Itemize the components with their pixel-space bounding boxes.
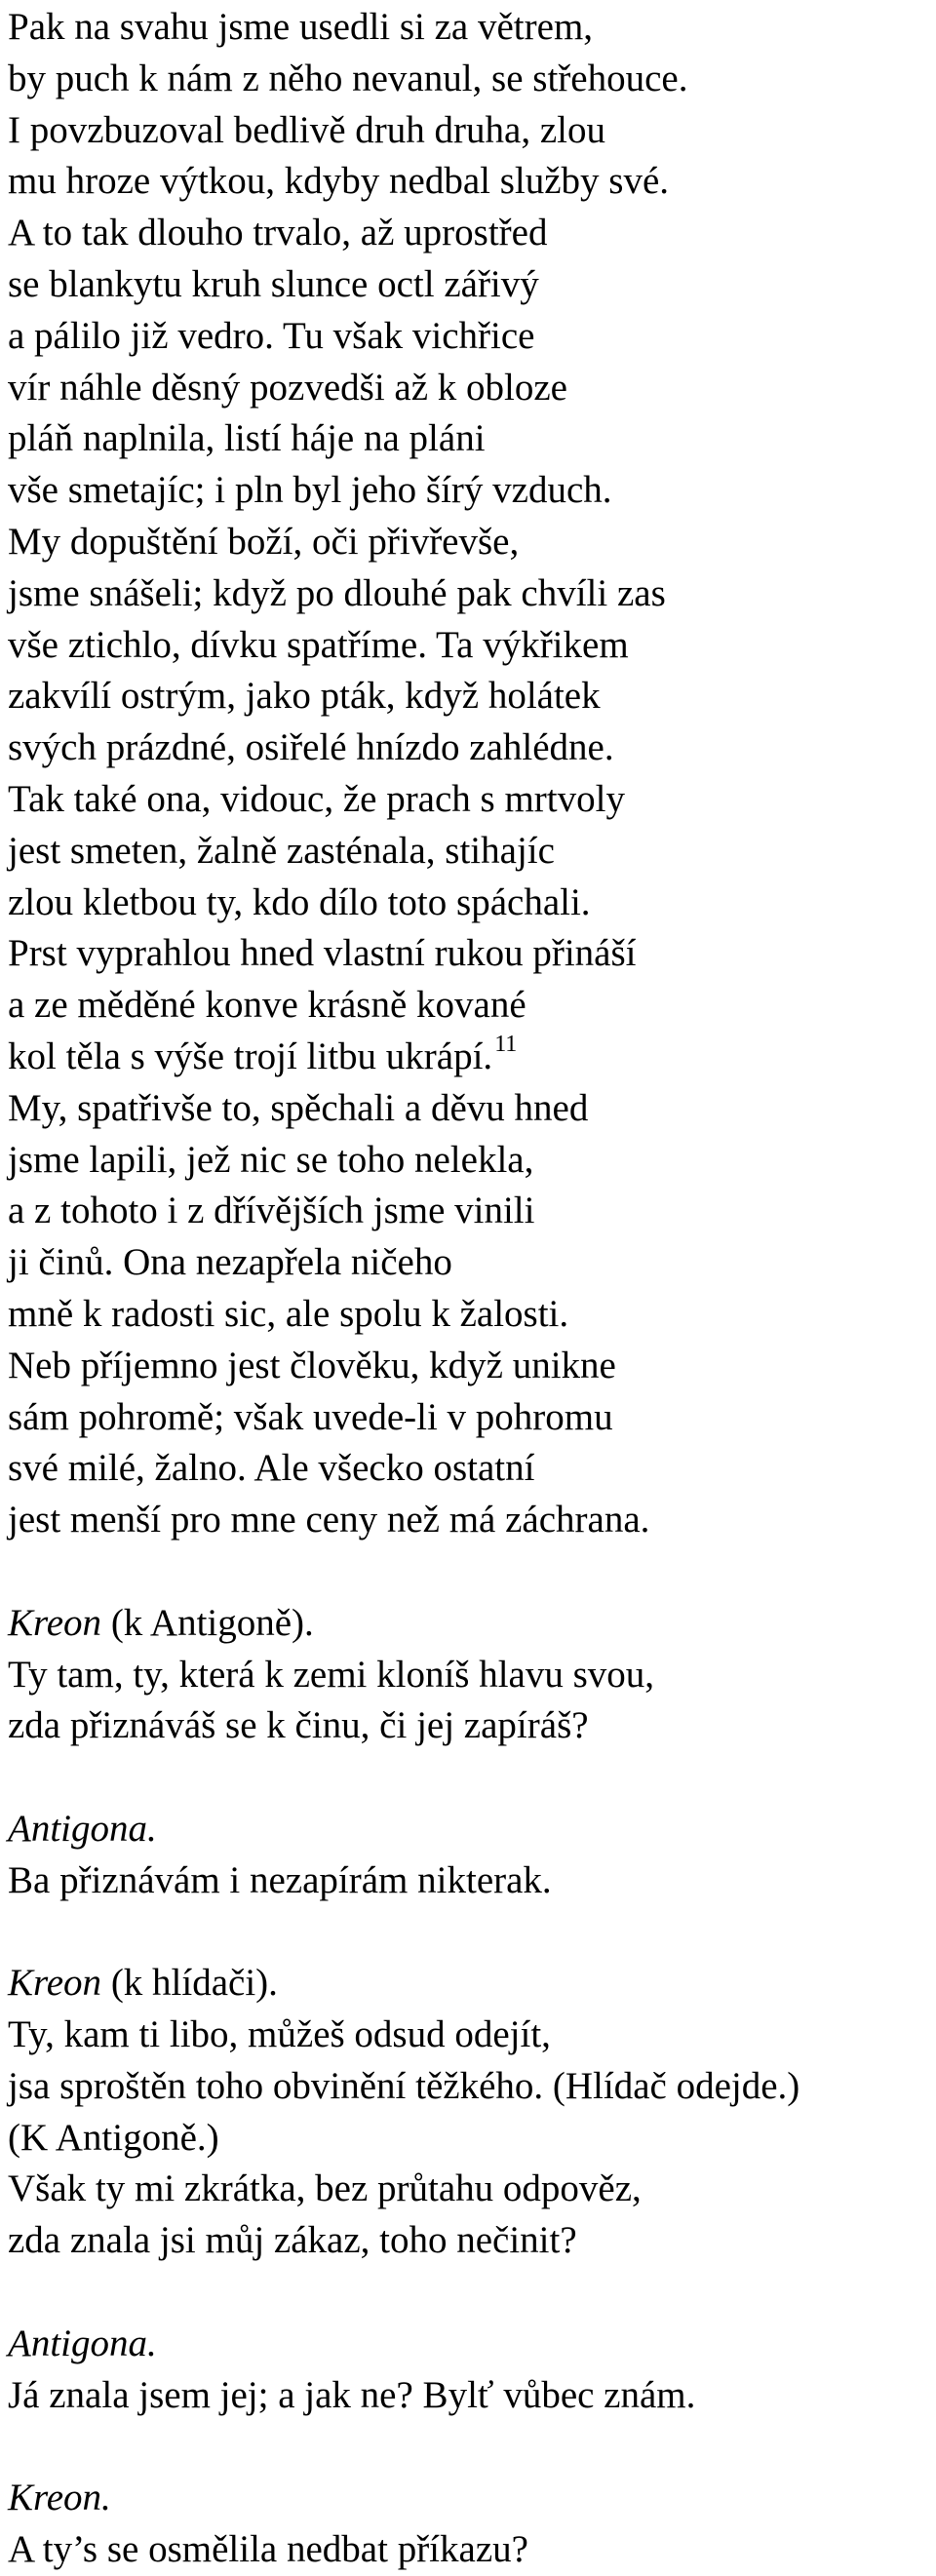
- document-page: [8, 2, 924, 2576]
- speaker-name: Kreon.: [8, 2477, 111, 2519]
- verse-line: a pálilo již vedro. Tu však vichřice: [8, 314, 535, 357]
- verse-line: se blankytu kruh slunce octl zářivý: [8, 262, 539, 305]
- footnote-marker[interactable]: 11: [494, 1031, 518, 1057]
- verse-block-1: [8, 2, 924, 1083]
- verse-line: ji činů. Ona nezapřela ničeho: [8, 1241, 452, 1284]
- dialogue-line: Ty tam, ty, která k zemi kloníš hlavu svou,: [8, 1653, 655, 1696]
- speaker-name: Antigona.: [8, 1807, 157, 1850]
- speaker-line: [8, 1958, 924, 2010]
- verse-line: jest menší pro mne ceny než má záchrana.: [8, 1499, 650, 1542]
- stanza-gap: [8, 1752, 924, 1804]
- verse-line-with-footnote: [8, 1032, 924, 1083]
- speaker-line: [8, 2473, 924, 2524]
- speaker-name: Kreon: [8, 1962, 102, 2005]
- stanza-gap: [8, 2421, 924, 2473]
- speaker-line: [8, 2319, 924, 2370]
- stage-direction: (k Antigoně).: [101, 1601, 314, 1644]
- verse-block-2: [8, 1083, 924, 1546]
- verse-line: a z tohoto i z dřívějších jsme vinili: [8, 1190, 535, 1232]
- dialogue-antigona-1: [8, 1804, 924, 1907]
- dialogue-kreon-2: [8, 1958, 924, 2267]
- verse-line: vše ztichlo, dívku spatříme. Ta výkřikem: [8, 623, 629, 666]
- verse-line: svých prázdné, osiřelé hnízdo zahlédne.: [8, 726, 614, 769]
- verse-line: mně k radosti sic, ale spolu k žalosti.: [8, 1292, 569, 1335]
- stanza-gap: [8, 1546, 924, 1598]
- dialogue-line: A ty’s se osmělila nedbat příkazu?: [8, 2528, 528, 2571]
- dialogue-line: jsa sproštěn toho obvinění těžkého. (Hlídač odejde.): [8, 2064, 800, 2107]
- dialogue-line: Ba přiznávám i nezapírám nikterak.: [8, 1858, 552, 1901]
- verse-line: pláň naplnila, listí háje na pláni: [8, 417, 486, 460]
- verse-line: jest smeten, žalně zasténala, stihajíc: [8, 829, 555, 872]
- verse-line: jsme lapili, jež nic se toho nelekla,: [8, 1138, 534, 1181]
- verse-line: zlou kletbou ty, kdo dílo toto spáchali.: [8, 880, 591, 923]
- verse-line: své milé, žalno. Ale všecko ostatní: [8, 1447, 535, 1490]
- verse-line: vše smetajíc; i pln byl jeho šírý vzduch.: [8, 469, 612, 512]
- dialogue-line: Ty, kam ti libo, můžeš odsud odejít,: [8, 2013, 551, 2056]
- speaker-name: Antigona.: [8, 2322, 157, 2364]
- verse-line: vír náhle děsný pozvedši až k obloze: [8, 366, 567, 409]
- dialogue-line: zda znala jsi můj zákaz, toho nečinit?: [8, 2219, 577, 2262]
- verse-line: Neb příjemno jest člověku, když unikne: [8, 1344, 616, 1386]
- verse-line: zakvílí ostrým, jako pták, když holátek: [8, 675, 601, 718]
- dialogue-line: Já znala jsem jej; a jak ne? Bylť vůbec znám.: [8, 2373, 696, 2416]
- speaker-name: Kreon: [8, 1601, 102, 1644]
- speaker-line: [8, 1804, 924, 1855]
- dialogue-line: Však ty mi zkrátka, bez průtahu odpověz,: [8, 2167, 642, 2210]
- stage-direction-line: (K Antigoně.): [8, 2116, 219, 2159]
- stage-direction: (k hlídači).: [101, 1962, 278, 2005]
- verse-line-text: kol těla s výše trojí litbu ukrápí.: [8, 1034, 493, 1077]
- dialogue-antigona-2: [8, 2319, 924, 2422]
- verse-line: Prst vyprahlou hned vlastní rukou přináší: [8, 932, 637, 975]
- stanza-gap: [8, 2267, 924, 2319]
- verse-line: by puch k nám z něho nevanul, se střehouce.: [8, 57, 688, 99]
- stanza-gap: [8, 1906, 924, 1958]
- verse-line: a ze měděné konve krásně kované: [8, 984, 526, 1027]
- verse-line: I povzbuzoval bedlivě druh druha, zlou: [8, 108, 605, 151]
- verse-line: sám pohromě; však uvede-li v pohromu: [8, 1395, 613, 1438]
- dialogue-line: zda přiznáváš se k činu, či jej zapíráš?: [8, 1704, 589, 1747]
- dialogue-kreon-3: [8, 2473, 924, 2576]
- verse-line: My, spatřivše to, spěchali a děvu hned: [8, 1086, 589, 1129]
- verse-line: A to tak dlouho trvalo, až uprostřed: [8, 212, 548, 254]
- speaker-line: [8, 1598, 924, 1650]
- verse-line: mu hroze výtkou, kdyby nedbal služby své.: [8, 160, 670, 203]
- dialogue-kreon-1: [8, 1598, 924, 1752]
- verse-line: jsme snášeli; když po dlouhé pak chvíli zas: [8, 571, 666, 614]
- verse-line: Pak na svahu jsme usedli si za větrem,: [8, 6, 594, 48]
- verse-line: My dopuštění boží, oči přivřevše,: [8, 520, 520, 563]
- verse-line: Tak také ona, vidouc, že prach s mrtvoly: [8, 777, 625, 820]
